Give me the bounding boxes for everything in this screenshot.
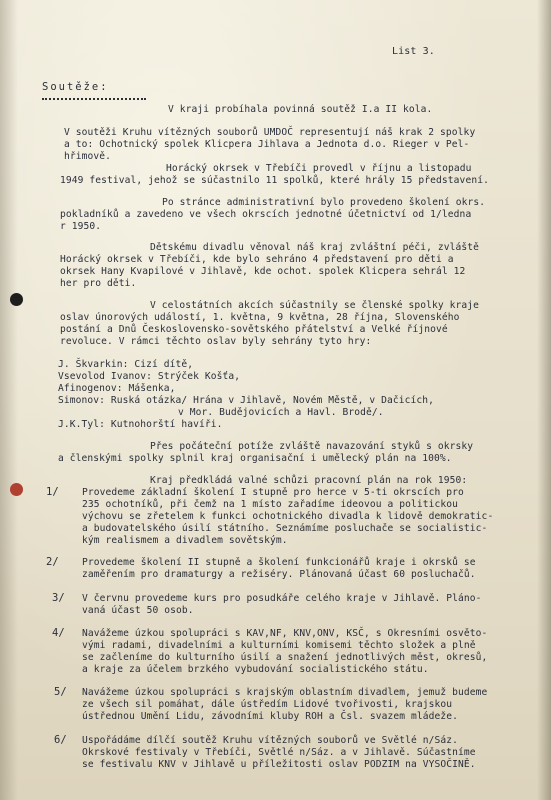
plan-intro: Kraj předkládá valné schůzi pracovní plán na rok 1950:: [150, 475, 468, 486]
text-line: a to: Ochotnický spolek Klicpera Jihlava a Jednota d.o. Rieger v Pel-: [64, 139, 470, 150]
text-line: revoluce. V rámci těchto oslav byly sehrány tyto hry:: [60, 336, 372, 347]
plan-item-text: kým realismem a divadlem sovětským.: [82, 535, 288, 546]
plan-item-text: a kraje za účelem brzkého vybudování socialistického státu.: [82, 664, 429, 675]
item-number: 2/: [46, 556, 59, 568]
text-line: Horácký okrsek v Třebíči provedl v říjnu a listopadu: [166, 163, 472, 174]
item-number: 5/: [54, 686, 67, 698]
text-line: Horácký okrsek v Třebíči, kde bylo sehráno 4 představení pro děti a: [60, 254, 454, 265]
plan-item-text: vaná účast 50 osob.: [82, 605, 194, 616]
text-line: Po stránce administrativní bylo provedeno školení okrs.: [162, 197, 486, 208]
play-entry: J. Škvarkin: Cizí dítě,: [58, 359, 194, 370]
text-line: 1949 festival, jehož se súčastnilo 11 spolků, které hrály 15 představení.: [60, 175, 489, 186]
plan-item-text: se začleníme do kulturního úsilí a snažení jednotlivých měst, okresů,: [82, 652, 488, 663]
plan-item-text: ze všech sil pomáhat, dále ústředím Lidové tvořivosti, krajskou: [82, 699, 453, 710]
punch-hole: [10, 483, 23, 496]
page-shadow-left: [0, 0, 18, 800]
play-entry: Simonov: Ruská otázka/ Hrána v Jihlavě, Novém Městě, v Dačicích,: [58, 395, 435, 406]
text-line: her pro děti.: [60, 278, 137, 289]
heading-underline: [42, 96, 146, 100]
text-line: pokladníků a zavedeno ve všech okrscích jednotné účetnictví od 1/ledna: [60, 209, 472, 220]
text-line: postání a Dnů Československo-sovětského přátelství a Velké říjnové: [60, 324, 448, 335]
plan-item-text: Okrskové festivaly v Třebíči, Světlé n/Sáz. a v Jihlavě. Súčastníme: [82, 747, 476, 758]
punch-hole: [10, 293, 23, 306]
plan-item-text: 235 ochotníků, při čemž na 1 místo zařadíme ideovou a politickou: [82, 499, 459, 510]
plan-item-text: V červnu provedeme kurs pro posudkáře celého kraje v Jihlavě. Pláno-: [82, 593, 482, 604]
item-number: 3/: [52, 592, 65, 604]
text-line: V kraji probíhala povinná soutěž I.a II kola.: [168, 104, 433, 115]
plan-item-text: a budovatelského úsilí státního. Seznámíme posluchače se socialistic-: [82, 523, 488, 534]
plan-item-text: Navážeme úzkou spolupráci s krajským oblastním divadlem, jemuž budeme: [82, 687, 488, 698]
text-line: okrsek Hany Kvapilové v Jihlavě, kde ochot. spolek Klicpera sehrál 12: [60, 266, 466, 277]
plan-item-text: se festivalu KNV v Jihlavě u příležitosti oslav PODZIM na VYSOČINĚ.: [82, 759, 476, 770]
text-line: hřimově.: [64, 151, 112, 162]
plan-item-text: Uspořádáme dílčí soutěž Kruhu vítězných souborů ve Světlé n/Sáz.: [82, 735, 459, 746]
text-line: oslav únorových událostí, 1. května, 9 května, 28 října, Slovenského: [60, 312, 460, 323]
plan-item-text: ústřednou Umění Lidu, závodními kluby ROH a Čsl. svazem mládeže.: [82, 711, 459, 722]
section-heading: Soutěže:: [42, 81, 109, 93]
plan-item-text: Provedeme školení II stupně a školení funkcionářů kraje i okrsků se: [82, 557, 476, 568]
plan-item-text: vými radami, divadelními a kulturními komisemi těchto složek a plně: [82, 640, 476, 651]
text-line: Přes počáteční potíže zvláště navazování styků s okrsky: [150, 441, 474, 452]
play-entry: Afinogenov: Mášenka,: [58, 383, 176, 394]
play-entry: v Mor. Budějovicích a Havl. Brodě/.: [178, 407, 384, 418]
item-number: 6/: [54, 734, 67, 746]
text-line: V celostátních akcích súčastnily se členské spolky kraje: [150, 300, 480, 311]
item-number: 1/: [46, 486, 59, 498]
play-entry: J.K.Tyl: Kutnohorští havíři.: [58, 419, 223, 430]
plan-item-text: výchovu se zřetelem k funkci ochotnického divadla k lidově demokratic-: [82, 511, 494, 522]
text-line: Dětskému divadlu věnoval náš kraj zvláštní péči, zvláště: [150, 242, 480, 253]
page-shadow-right: [537, 0, 551, 800]
plan-item-text: Navážeme úzkou spolupráci s KAV,NF, KNV,ONV, KSČ, s Okresními osvěto-: [82, 628, 488, 639]
plan-item-text: Provedeme základní školení I stupně pro herce v 5-ti okrscích pro: [82, 487, 464, 498]
play-entry: Vsevolod Ivanov: Strýček Košťa,: [58, 371, 241, 382]
text-line: r 1950.: [60, 221, 102, 232]
plan-item-text: zaměřením pro dramaturgy a režiséry. Plánovaná účast 60 posluchačů.: [82, 569, 476, 580]
text-line: a členskými spolky splnil kraj organisační i umělecký plán na 100%.: [58, 453, 452, 464]
page-number: List 3.: [392, 46, 435, 57]
item-number: 4/: [52, 627, 65, 639]
text-line: V soutěži Kruhu vítězných souborů UMDOČ representují náš krak 2 spolky: [64, 127, 476, 138]
